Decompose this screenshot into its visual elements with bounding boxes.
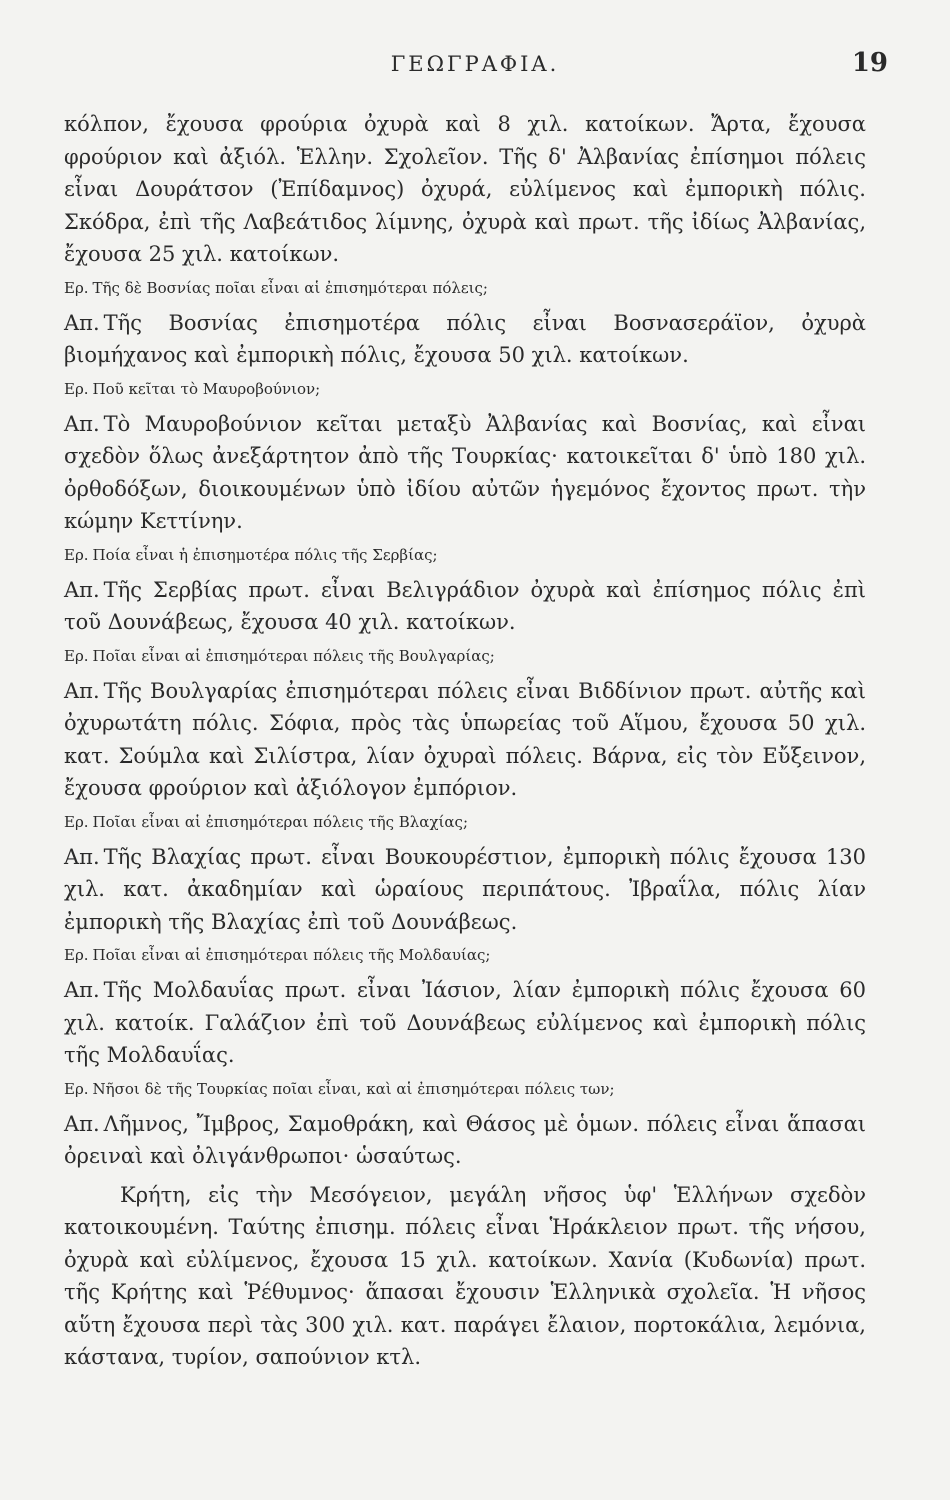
- question: [64, 809, 866, 835]
- answer-text: Τῆς Βοσνίας ἐπισημοτέρα πόλις εἶναι Βοσνασεράϊον, ὀχυρὰ βιομήχανος καὶ ἐμπορικὴ πόλις, ἔχουσα 50 χιλ. κατοίκων.: [64, 310, 866, 367]
- answer: [64, 841, 866, 939]
- paragraph: Κρήτη, εἰς τὴν Μεσόγειον, μεγάλη νῆσος ὑφ' Ἑλλήνων σχεδὸν κατοικουμένη. Ταύτης ἐπισημ. πόλεις εἶναι Ἡράκλειον πρωτ. τῆς νήσου, ὀχυρὰ καὶ εὐλίμενος, ἔχουσα 15 χιλ. κατοίκων. Χανία (Κυδωνία) πρωτ. τῆς Κρήτης καὶ Ῥέθυμνος· ἅπασαι ἔχουσιν Ἑλληνικὰ σχολεῖα. Ἡ νῆσος αὕτη ἔχουσα περὶ τὰς 300 χιλ. κατ. παράγει ἔλαιον, πορτοκάλια, λεμόνια, κάστανα, τυρίον, σαπούνιον κτλ.: [64, 1182, 866, 1369]
- answer: [64, 675, 866, 805]
- question-text: Τῆς δὲ Βοσνίας ποῖαι εἶναι αἱ ἐπισημότεραι πόλεις;: [92, 278, 488, 297]
- answer-lead: Απ.: [64, 411, 100, 436]
- question-lead: Ερ.: [64, 379, 89, 398]
- question-lead: Ερ.: [64, 812, 89, 831]
- question-text: Ποῦ κεῖται τὸ Μαυροβούνιον;: [92, 379, 321, 398]
- question: [64, 643, 866, 669]
- answer-lead: Απ.: [64, 678, 100, 703]
- question: [64, 542, 866, 568]
- answer-text: Λῆμνος, Ἴμβρος, Σαμοθράκη, καὶ Θάσος μὲ ὁμων. πόλεις εἶναι ἅπασαι ὀρειναὶ καὶ ὀλιγάνθρωποι· ὡσαύτως.: [64, 1111, 866, 1168]
- question: [64, 942, 866, 968]
- answer: [64, 974, 866, 1072]
- answer-text: Τῆς Σερβίας πρωτ. εἶναι Βελιγράδιον ὀχυρὰ καὶ ἐπίσημος πόλις ἐπὶ τοῦ Δουνάβεως, ἔχουσα 40 χιλ. κατοίκων.: [64, 577, 866, 634]
- question-text: Ποῖαι εἶναι αἱ ἐπισημότεραι πόλεις τῆς Βλαχίας;: [92, 812, 468, 831]
- question-lead: Ερ.: [64, 1079, 89, 1098]
- answer-lead: Απ.: [64, 844, 100, 869]
- question-lead: Ερ.: [64, 646, 89, 665]
- answer-text: Τῆς Βλαχίας πρωτ. εἶναι Βουκουρέστιον, ἐμπορικὴ πόλις ἔχουσα 130 χιλ. κατ. ἀκαδημίαν καὶ ὡραίους περιπάτους. Ἰβραΐλα, πόλις λίαν ἐμπορικὴ τῆς Βλαχίας ἐπὶ τοῦ Δουνάβεως.: [64, 844, 866, 934]
- answer-lead: Απ.: [64, 1111, 100, 1136]
- answer-text: Τῆς Βουλγαρίας ἐπισημότεραι πόλεις εἶναι Βιδδίνιον πρωτ. αὐτῆς καὶ ὀχυρωτάτη πόλις. Σόφια, πρὸς τὰς ὑπωρείας τοῦ Αἵμου, ἔχουσα 50 χιλ. κατ. Σούμλα καὶ Σιλίστρα, λίαν ὀχυραὶ πόλεις. Βάρνα, εἰς τὸν Εὔξεινον, ἔχουσα φρούριον καὶ ἀξιόλογον ἐμπόριον.: [64, 678, 866, 800]
- question-text: Νῆσοι δὲ τῆς Τουρκίας ποῖαι εἶναι, καὶ αἱ ἐπισημότεραι πόλεις των;: [92, 1079, 615, 1098]
- question: [64, 275, 866, 301]
- page-number: 19: [851, 48, 888, 78]
- answer: [64, 1108, 866, 1173]
- question-text: Ποία εἶναι ἡ ἐπισημοτέρα πόλις τῆς Σερβίας;: [92, 545, 438, 564]
- question-lead: Ερ.: [64, 946, 89, 964]
- question-lead: Ερ.: [64, 545, 89, 564]
- question-text: Ποῖαι εἶναι αἱ ἐπισημότεραι πόλεις τῆς Βουλγαρίας;: [92, 646, 495, 665]
- question-lead: Ερ.: [64, 278, 89, 297]
- answer: [64, 307, 866, 372]
- answer-lead: Απ.: [64, 978, 100, 1002]
- answer-lead: Απ.: [64, 310, 100, 335]
- answer-text: Τὸ Μαυροβούνιον κεῖται μεταξὺ Ἀλβανίας καὶ Βοσνίας, καὶ εἶναι σχεδὸν ὅλως ἀνεξάρτητον ἀπὸ τῆς Τουρκίας· κατοικεῖται δ' ὑπὸ 180 χιλ. ὀρθοδόξων, διοικουμένων ὑπὸ ἰδίου αὐτῶν ἡγεμόνος ἔχοντος πρωτ. τὴν κώμην Κεττίνην.: [64, 411, 866, 533]
- answer: [64, 574, 866, 639]
- running-head: [0, 48, 950, 82]
- answer-lead: Απ.: [64, 577, 100, 602]
- running-title: ΓΕΩΓΡΑΦΙΑ.: [390, 52, 560, 76]
- answer-text: Τῆς Μολδαυΐας πρωτ. εἶναι Ἰάσιον, λίαν ἐμπορικὴ πόλις ἔχουσα 60 χιλ. κατοίκ. Γαλάζιον ἐπὶ τοῦ Δουνάβεως εὐλίμενος καὶ ἐμπορικὴ πόλις τῆς Μολδαυΐας.: [64, 978, 866, 1067]
- text-block: [64, 108, 866, 1374]
- question: [64, 376, 866, 402]
- question-text: Ποῖαι εἶναι αἱ ἐπισημότεραι πόλεις τῆς Μολδαυίας;: [92, 946, 491, 964]
- paragraph: κόλπον, ἔχουσα φρούρια ὀχυρὰ καὶ 8 χιλ. κατοίκων. Ἄρτα, ἔχουσα φρούριον καὶ ἀξιόλ. Ἑλλην. Σχολεῖον. Τῆς δ' Ἀλβανίας ἐπίσημοι πόλεις εἶναι Δουράτσον (Ἐπίδαμνος) ὀχυρά, εὐλίμενος καὶ ἐμπορικὴ πόλις. Σκόδρα, ἐπὶ τῆς Λαβεάτιδος λίμνης, ὀχυρὰ καὶ πρωτ. τῆς ἰδίως Ἀλβανίας, ἔχουσα 25 χιλ. κατοίκων.: [64, 112, 866, 266]
- answer: [64, 408, 866, 538]
- question: [64, 1076, 866, 1102]
